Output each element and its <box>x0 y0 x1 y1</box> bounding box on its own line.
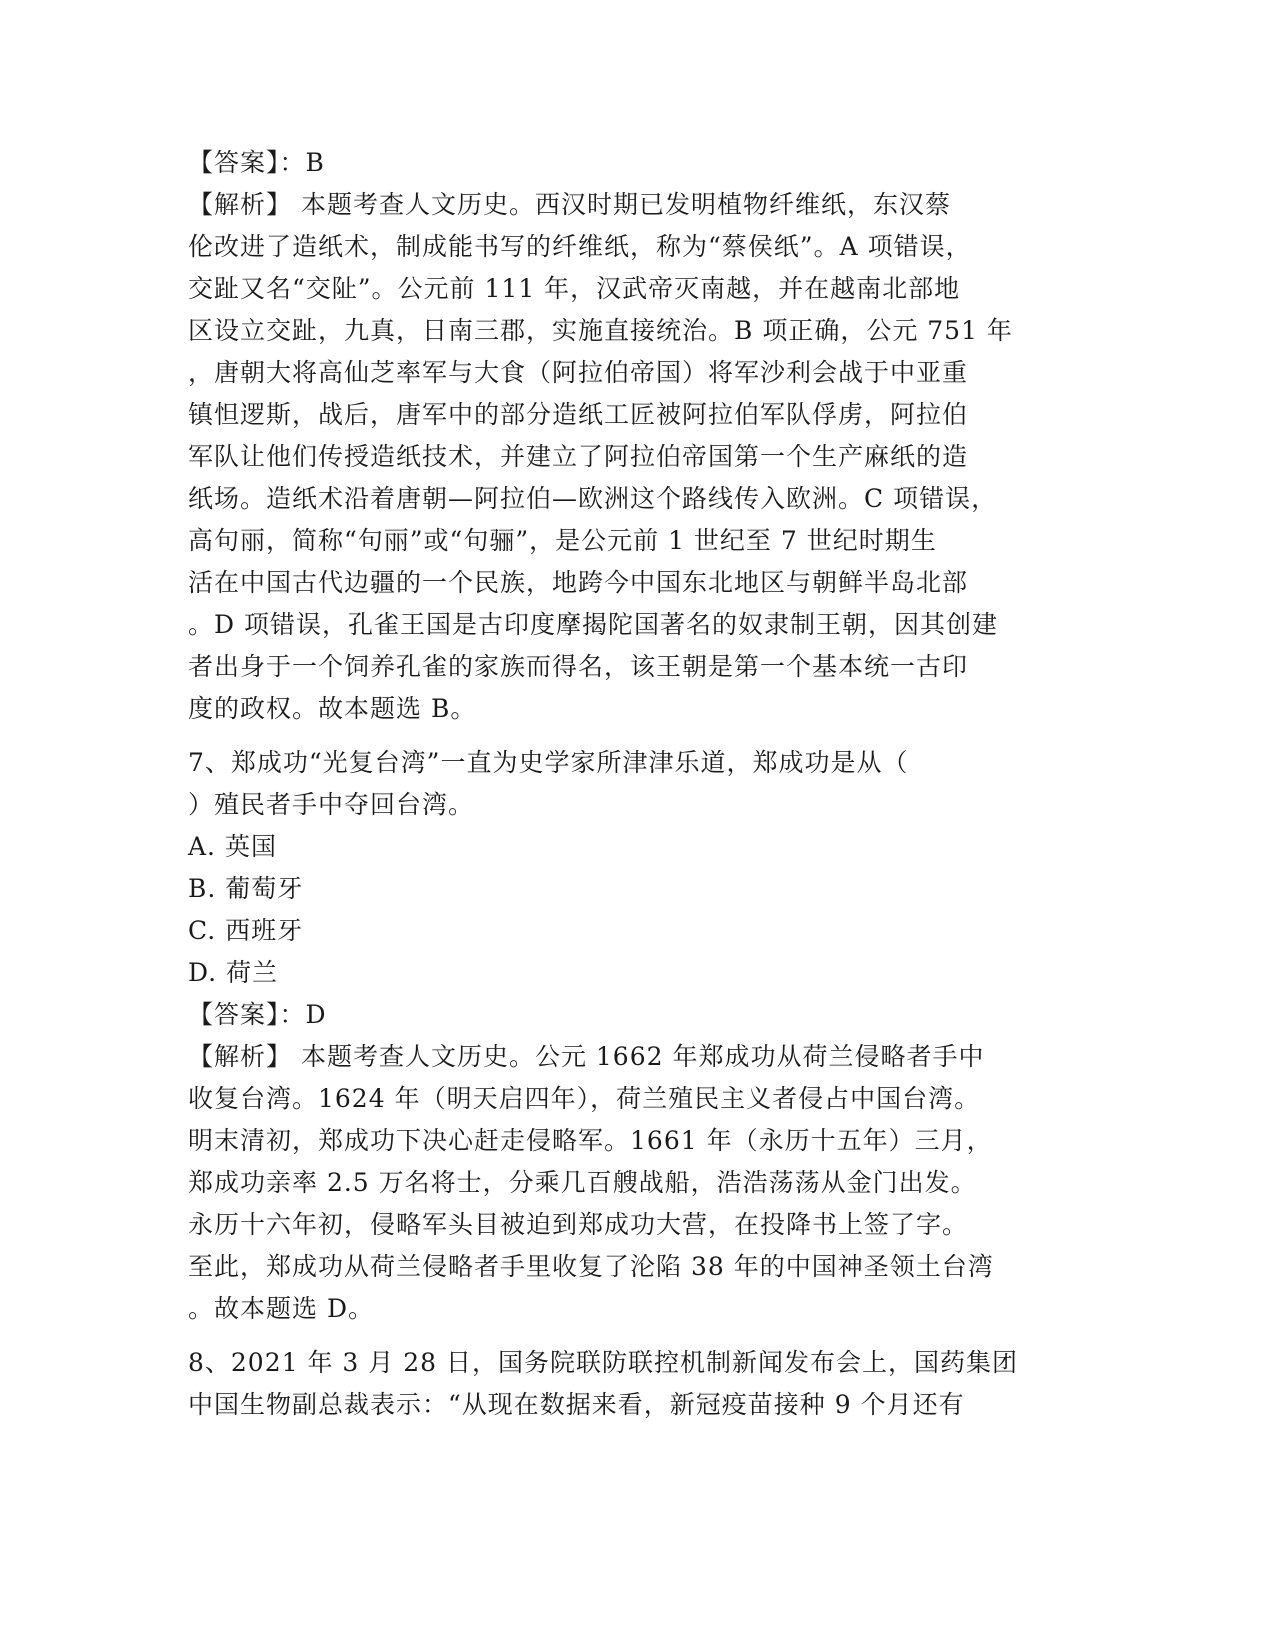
q7-answer: 【答案】：D <box>188 1000 327 1029</box>
q6-analysis-line: 度的政权。故本题选 B。 <box>188 694 477 723</box>
q6-analysis-line: 。D 项错误，孔雀王国是古印度摩揭陀国著名的奴隶制王朝，因其创建 <box>188 610 998 639</box>
q7-question-line: 7、郑成功“光复台湾”一直为史学家所津津乐道，郑成功是从（ <box>188 748 909 777</box>
q8-question-line: 8、2021 年 3 月 28 日，国务院联防联控机制新闻发布会上，国药集团 <box>188 1348 1018 1377</box>
q7-analysis-line: 郑成功亲率 2.5 万名将士，分乘几百艘战船，浩浩荡荡从金门出发。 <box>188 1168 977 1197</box>
q7-analysis-line: 永历十六年初，侵略军头目被迫到郑成功大营，在投降书上签了字。 <box>188 1210 969 1239</box>
q6-analysis-line: 伦改进了造纸术，制成能书写的纤维纸，称为“蔡侯纸”。A 项错误， <box>188 232 972 261</box>
q7-option-d: D. 荷兰 <box>188 958 279 987</box>
q7-question-line: ）殖民者手中夺回台湾。 <box>188 790 475 819</box>
q7-analysis-line: 收复台湾。1624 年（明天启四年），荷兰殖民主义者侵占中国台湾。 <box>188 1084 981 1113</box>
q7-analysis-line: 明末清初，郑成功下决心赶走侵略军。1661 年（永历十五年）三月， <box>188 1126 993 1155</box>
q7-option-b: B. 葡萄牙 <box>188 874 304 903</box>
q6-analysis-line: 军队让他们传授造纸技术，并建立了阿拉伯帝国第一个生产麻纸的造 <box>188 442 969 471</box>
q6-analysis-line: 高句丽，简称“句丽”或“句骊”，是公元前 1 世纪至 7 世纪时期生 <box>188 526 937 555</box>
q7-analysis-line: 。故本题选 D。 <box>188 1294 374 1323</box>
q7-option-a: A. 英国 <box>188 832 277 861</box>
q7-analysis-line: 【解析】 本题考查人文历史。公元 1662 年郑成功从荷兰侵略者手中 <box>188 1042 985 1071</box>
q7-analysis-line: 至此，郑成功从荷兰侵略者手里收复了沦陷 38 年的中国神圣领土台湾 <box>188 1252 994 1281</box>
q6-answer: 【答案】：B <box>188 148 325 177</box>
q6-analysis-line: 【解析】 本题考查人文历史。西汉时期已发明植物纤维纸，东汉蔡 <box>188 190 951 219</box>
q6-analysis-line: 区设立交趾，九真，日南三郡，实施直接统治。B 项正确，公元 751 年 <box>188 316 1013 345</box>
q6-analysis-line: 活在中国古代边疆的一个民族，地跨今中国东北地区与朝鲜半岛北部 <box>188 568 969 597</box>
q8-question-line: 中国生物副总裁表示：“从现在数据来看，新冠疫苗接种 9 个月还有 <box>188 1390 965 1419</box>
q7-option-c: C. 西班牙 <box>188 916 304 945</box>
q6-analysis-line: 交趾又名“交阯”。公元前 111 年，汉武帝灭南越，并在越南北部地 <box>188 274 961 303</box>
q6-analysis-line: 纸场。造纸术沿着唐朝—阿拉伯—欧洲这个路线传入欧洲。C 项错误， <box>188 484 998 513</box>
q6-analysis-line: 镇怛逻斯，战后，唐军中的部分造纸工匠被阿拉伯军队俘虏，阿拉伯 <box>188 400 969 429</box>
q6-analysis-line: 者出身于一个饲养孔雀的家族而得名，该王朝是第一个基本统一古印 <box>188 652 969 681</box>
q6-analysis-line: ，唐朝大将高仙芝率军与大食（阿拉伯帝国）将军沙利会战于中亚重 <box>188 358 969 387</box>
